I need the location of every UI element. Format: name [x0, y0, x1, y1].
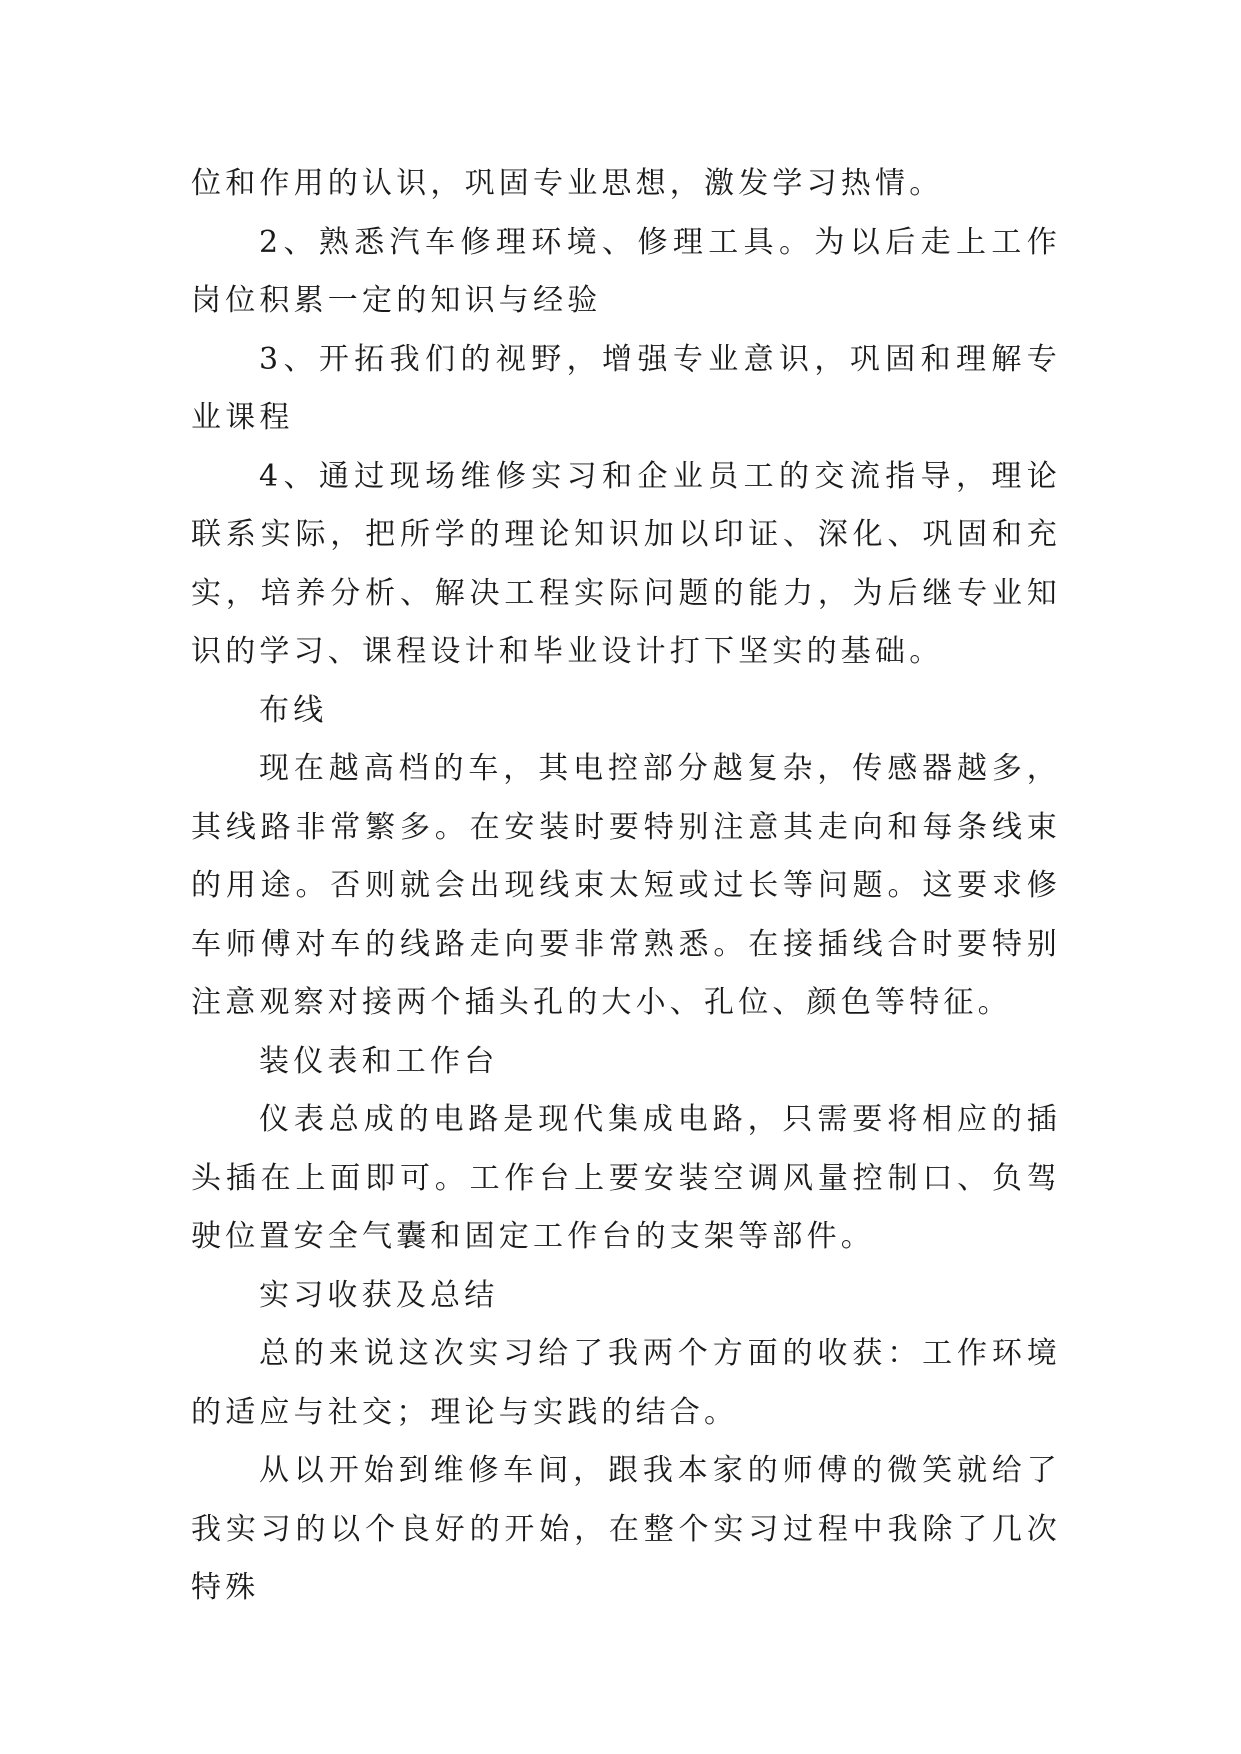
paragraph-wiring: 现在越高档的车，其电控部分越复杂，传感器越多，其线路非常繁多。在安装时要特别注意其走向和每条线束的用途。否则就会出现线束太短或过长等问题。这要求修车师傅对车的线路走向要非常熟悉。在接插线合时要特别注意观察对接两个插头孔的大小、孔位、颜色等特征。 — [191, 751, 1061, 1020]
section-heading-summary: 实习收获及总结 — [259, 1277, 499, 1313]
section-heading-dashboard: 装仪表和工作台 — [259, 1043, 499, 1079]
paragraph-dashboard: 仪表总成的电路是现代集成电路，只需要将相应的插头插在上面即可。工作台上要安装空调风量控制口、负驾驶位置安全气囊和固定工作台的支架等部件。 — [191, 1102, 1061, 1254]
paragraph-continuation: 位和作用的认识，巩固专业思想，激发学习热情。 — [191, 166, 944, 201]
document-body — [191, 155, 1061, 1618]
paragraph-item-4: 4、通过现场维修实习和企业员工的交流指导，理论联系实际，把所学的理论知识加以印证、深化、巩固和充实，培养分析、解决工程实际问题的能力，为后继专业知识的学习、课程设计和毕业设计打下坚实的基础。 — [191, 458, 1061, 669]
paragraph-summary-2: 从以开始到维修车间，跟我本家的师傅的微笑就给了我实习的以个良好的开始，在整个实习过程中我除了几次特殊 — [191, 1453, 1061, 1605]
paragraph-item-3: 3、开拓我们的视野，增强专业意识，巩固和理解专业课程 — [191, 341, 1061, 435]
paragraph-item-2: 2、熟悉汽车修理环境、修理工具。为以后走上工作岗位积累一定的知识与经验 — [191, 224, 1061, 318]
section-heading-wiring: 布线 — [259, 692, 328, 728]
paragraph-summary-1: 总的来说这次实习给了我两个方面的收获：工作环境的适应与社交；理论与实践的结合。 — [191, 1336, 1061, 1430]
